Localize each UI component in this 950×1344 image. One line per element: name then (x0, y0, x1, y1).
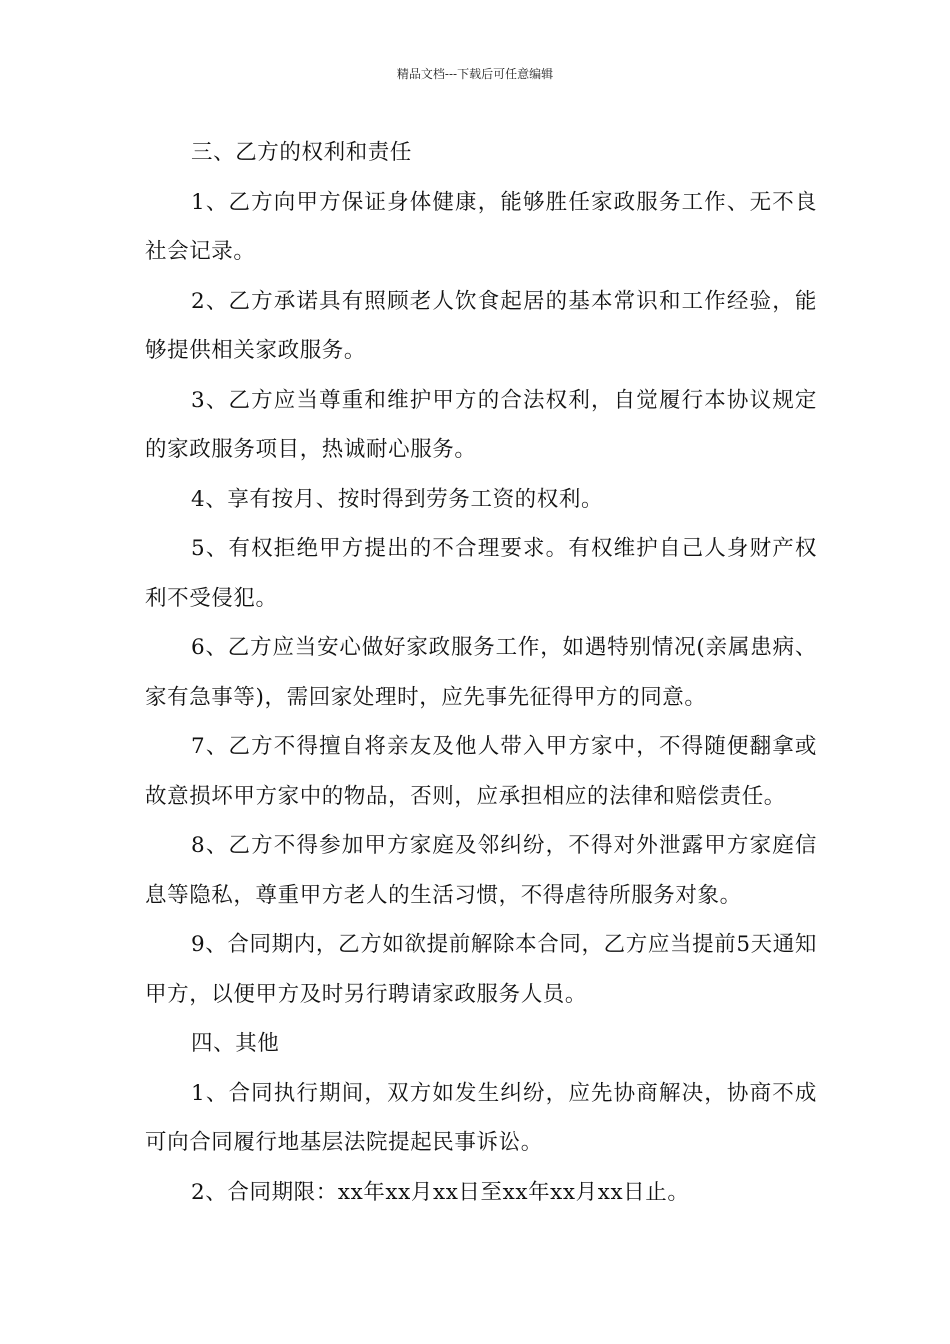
clause-paragraph: 6、乙方应当安心做好家政服务工作，如遇特别情况(亲属患病、家有急事等)，需回家处理时，应先事先征得甲方的同意。 (145, 635, 817, 710)
document-body (145, 128, 817, 1217)
section-heading: 四、其他 (191, 1031, 280, 1056)
section-heading: 三、乙方的权利和责任 (191, 140, 413, 165)
clause-paragraph: 4、享有按月、按时得到劳务工资的权利。 (191, 486, 604, 512)
clause-paragraph: 3、乙方应当尊重和维护甲方的合法权利，自觉履行本协议规定的家政服务项目，热诚耐心服务。 (145, 387, 817, 462)
clause-paragraph: 1、乙方向甲方保证身体健康，能够胜任家政服务工作、无不良社会记录。 (145, 189, 817, 264)
clause-paragraph: 2、合同期限：xx年xx月xx日至xx年xx月xx日止。 (191, 1179, 690, 1205)
clause-paragraph: 1、合同执行期间，双方如发生纠纷，应先协商解决，协商不成可向合同履行地基层法院提起民事诉讼。 (145, 1080, 817, 1155)
clause-paragraph: 2、乙方承诺具有照顾老人饮食起居的基本常识和工作经验，能够提供相关家政服务。 (145, 288, 817, 363)
clause-paragraph: 5、有权拒绝甲方提出的不合理要求。有权维护自己人身财产权利不受侵犯。 (145, 536, 817, 611)
clause-paragraph: 9、合同期内，乙方如欲提前解除本合同，乙方应当提前5天通知甲方，以便甲方及时另行聘请家政服务人员。 (145, 932, 817, 1007)
clause-paragraph: 7、乙方不得擅自将亲友及他人带入甲方家中，不得随便翻拿或故意损坏甲方家中的物品，否则，应承担相应的法律和赔偿责任。 (145, 734, 817, 809)
clause-paragraph: 8、乙方不得参加甲方家庭及邻纠纷，不得对外泄露甲方家庭信息等隐私，尊重甲方老人的生活习惯，不得虐待所服务对象。 (145, 833, 817, 908)
page-header: 精品文档---下载后可任意编辑 (396, 67, 554, 81)
